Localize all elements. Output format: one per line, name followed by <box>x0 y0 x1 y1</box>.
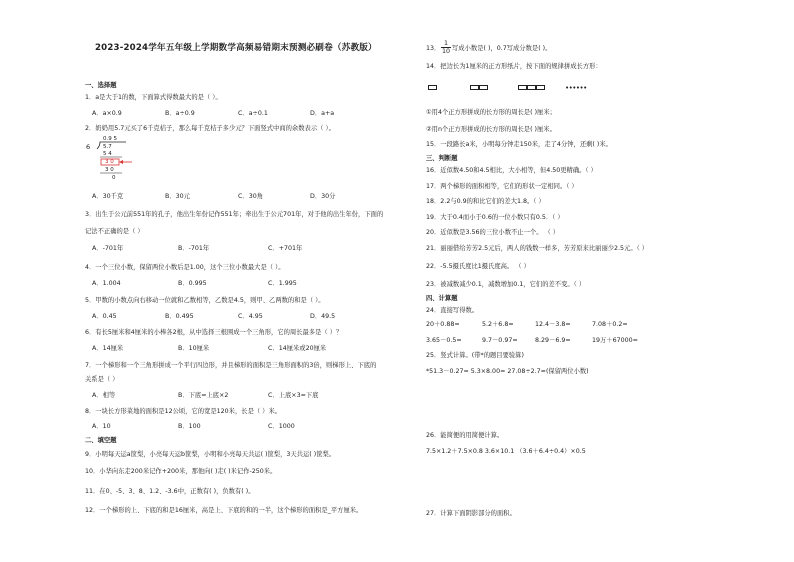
question-13: 写成小数是( )，0.7写成分数是( )。 <box>452 45 552 52</box>
question-20: 20．近似数是3.56的三位小数不止一个。 （ ） <box>426 229 560 236</box>
question-25-items: *51.3－0.27= 5.3×8.00= 27.08÷2.7≈(保留两位小数) <box>426 368 589 375</box>
q4-option-b: B．0.995 <box>178 280 207 287</box>
q2-option-a: A．30千克 <box>92 193 124 200</box>
division-remainder: 3 0 <box>105 159 114 165</box>
fraction-one-tenth <box>441 40 451 55</box>
calc-2-1: 3.65－0.5= <box>426 337 462 344</box>
q8-option-b: B．100 <box>178 423 201 430</box>
q7-option-c: C．上底×3=下底 <box>268 392 319 399</box>
division-step-2: 3 0 <box>105 167 114 173</box>
question-13-label: 13． <box>426 45 441 52</box>
question-3-cont: 记法不正确的是（ ） <box>85 228 144 235</box>
q6-option-a: A．14厘米 <box>92 345 124 352</box>
calc-1-4: 7.08＋0.2= <box>592 321 628 328</box>
q1-option-c: C．a÷0.1 <box>238 110 268 117</box>
q5-option-c: C．4.95 <box>238 313 263 320</box>
section-calc: 四、计算题 <box>426 295 458 302</box>
q1-option-d: D．a+a <box>310 110 335 117</box>
fraction-numerator: 1 <box>443 40 448 47</box>
question-3: 3．出生于公元前551年的孔子，他出生年份记作551年；牵出生于公元701年，对于他的出生年份，下面的 <box>85 211 384 218</box>
section-judge: 三、判断题 <box>426 155 458 162</box>
division-step-1: 5 4 <box>103 151 112 157</box>
question-8: 8．一块长方形菜地的面积是12公顷，它的宽是120米，长是（ ）米。 <box>85 408 282 415</box>
q6-option-b: B．10厘米 <box>178 345 210 352</box>
question-18: 18．2.2与0.9的和比它们的差大1.8。（ ） <box>426 198 545 205</box>
question-4: 4．一个三位小数，保留两位小数后是1.00，这个三位小数最大是（ ）。 <box>85 264 285 271</box>
calc-2-3: 8.29－6.9= <box>535 337 571 344</box>
q4-option-c: C．1.995 <box>268 280 297 287</box>
q3-option-c: C．+701年 <box>268 245 303 252</box>
question-15: 15．一段路长a米，小明每分钟走150米，走了4分钟，还剩( )米。 <box>426 141 612 148</box>
question-19: 19．大于0.4而小于0.6的一位小数只有0.5．（ ） <box>426 214 564 221</box>
square-2b <box>479 85 488 90</box>
q1-option-b: B．a÷0.9 <box>165 110 195 117</box>
calc-2-2: 9.7－0.97= <box>482 337 518 344</box>
section-fill: 二、填空题 <box>85 437 117 444</box>
question-14a: ①用4个正方形拼成的长方形的周长是( )厘米； <box>426 109 556 116</box>
ellipsis-dots: •••••• <box>565 84 587 92</box>
q5-option-a: A．0.45 <box>92 313 117 320</box>
question-12: 12．一个梯形的上、下底的和是16厘米，高是上、下底的和的一半，这个梯形的面积是_平方厘米。 <box>85 507 363 514</box>
q2-option-b: B．30元 <box>165 193 190 200</box>
q1-option-a: A．a×0.9 <box>92 110 122 117</box>
question-27: 27．计算下面阴影部分的面积。 <box>426 510 516 517</box>
q7-option-a: A．相等 <box>92 392 116 399</box>
q4-option-a: A．1.004 <box>92 280 121 287</box>
division-dividend: 5.7 <box>103 144 112 150</box>
square-1 <box>428 85 437 90</box>
question-17: 17．两个梯形的面积相等，它们的形状一定相同。（ ） <box>426 183 578 190</box>
question-10: 10．小华向东走200米记作+200米，那他向( )走( )米记作-250米。 <box>85 468 277 475</box>
square-3a <box>518 85 527 90</box>
question-25: 25．竖式计算。(带*的题目要验算) <box>426 352 524 359</box>
division-bracket-icon <box>86 136 156 188</box>
question-23: 23．被减数减少0.1，减数增加0.1，它们的差不变。（ ） <box>426 281 586 288</box>
question-14b: ②用n个正方形拼成的长方形的周长是( )厘米。 <box>426 126 556 133</box>
calc-1-1: 20＋0.88= <box>426 321 460 328</box>
division-divisor: 6 <box>86 143 91 151</box>
question-22: 22．-5.5摄氏度比1摄氏度高。 （ ） <box>426 263 530 270</box>
calc-2-4: 19万＋67000= <box>592 337 638 344</box>
q2-option-d: D．30分 <box>310 193 336 200</box>
q8-option-c: C．1000 <box>268 423 295 430</box>
calc-1-3: 12.4－3.8= <box>535 321 571 328</box>
question-9: 9．小明每天运a筐梨，小亮每天运b筐梨，小明和小亮每天共运( )筐梨，3天共运( )筐梨。 <box>85 451 336 458</box>
division-quotient: 0.9 5 <box>103 136 117 142</box>
section-choice: 一、选择题 <box>85 82 117 89</box>
q7-option-b: B．下底=上底×2 <box>178 392 229 399</box>
question-21: 21．丽丽借给芳芳2.5元后，两人的钱数一样多，芳芳原来比丽丽少2.5元。（ ） <box>426 245 649 252</box>
question-26-items: 7.5×1.2＋7.5×0.8 3.6×10.1 （3.6＋6.4÷0.4）×0.5 <box>426 448 586 455</box>
question-16: 16．近似数4.50和4.5相比，大小相等，但4.50更精确。（ ） <box>426 167 597 174</box>
q5-option-d: D．49.5 <box>310 313 336 320</box>
fraction-denominator: 10 <box>441 48 450 55</box>
square-3b <box>527 85 536 90</box>
division-final: 0 <box>112 175 116 181</box>
square-2a <box>470 85 479 90</box>
question-11: 11．在0、-5、3、8、1.2、-3.6中，正数有( )，负数有( )。 <box>85 488 255 495</box>
question-6: 6．有长5厘米和4厘米的小棒各2根，从中选择三根围成一个三角形，它的周长最多是（ ）？ <box>85 329 343 336</box>
q8-option-a: A．10 <box>92 423 111 430</box>
q3-option-a: A．-701年 <box>92 245 124 252</box>
calc-1-2: 5.2＋6.8= <box>482 321 514 328</box>
q2-option-c: C．30角 <box>238 193 264 200</box>
q3-option-b: B．-701年 <box>178 245 210 252</box>
question-7-cont: 关系是（ ） <box>85 376 119 383</box>
square-3c <box>536 85 545 90</box>
page-title: 2023-2024学年五年级上学期数学高频易错期末预测必刷卷（苏教版） <box>95 43 377 53</box>
q5-option-b: B．0.495 <box>165 313 194 320</box>
long-division-figure <box>86 136 156 188</box>
question-7: 7．一个梯形和一个三角形拼成一个平行四边形，并且梯形的面积是三角形面积的3倍，则梯形上、下底的 <box>85 362 377 369</box>
question-26: 26．能简便的用简便计算。 <box>426 432 504 439</box>
question-24: 24．直接写得数。 <box>426 307 479 314</box>
question-2: 2．奶奶用5.7元买了6千克桔子，那么每千克桔子多少元？下面竖式中商的余数表示（ ）。 <box>85 125 335 132</box>
q6-option-c: C．14厘米或20厘米 <box>268 345 327 352</box>
question-14: 14．把边长为1厘米的正方形纸片，按下面的规律拼成长方形： <box>426 63 602 70</box>
question-1: 1．a是大于1的数，下面算式得数最大的是（ ）。 <box>85 94 222 101</box>
question-5: 5．甲数的小数点向右移动一位就和乙数相等，乙数是4.5，则甲、乙两数的和是（ ）。 <box>85 297 325 304</box>
